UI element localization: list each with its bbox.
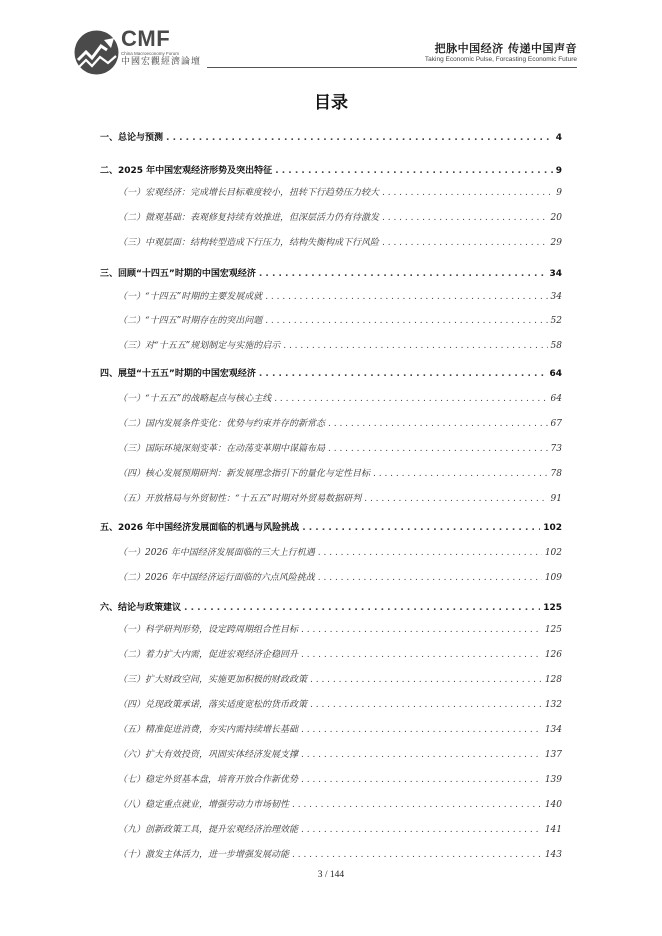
page-title: 目录 <box>314 93 348 113</box>
dot-leader <box>382 188 553 198</box>
toc-entry-title: 六、结论与政策建议 <box>100 603 182 613</box>
toc-entry-title: （二）2026 年中国经济运行面临的六点风险挑战 <box>118 573 315 583</box>
dot-leader <box>310 675 542 685</box>
toc-entry-page: 67 <box>550 419 562 429</box>
toc-entry-page: 52 <box>550 316 562 326</box>
dot-leader <box>301 750 542 760</box>
toc-entry-title: （四）核心发展预期研判：新发展理念指引下的量化与定性目标 <box>118 469 371 479</box>
toc-entry-page: 137 <box>544 750 562 760</box>
toc-entry-title: 四、展望“十五五”时期的中国宏观经济 <box>100 369 256 379</box>
toc-entry-page: 102 <box>543 523 562 533</box>
toc-entry-page: 102 <box>544 548 562 558</box>
toc-entry[interactable] <box>100 266 562 282</box>
dot-leader <box>301 650 542 660</box>
toc-entry-page: 128 <box>544 675 562 685</box>
toc-entry-page: 34 <box>550 292 562 302</box>
toc-entry-page: 34 <box>549 269 562 279</box>
toc-entry[interactable] <box>118 622 562 638</box>
toc-entry-title: （十）激发主体活力，进一步增强发展动能 <box>118 850 290 860</box>
toc-entry-title: （二）“十四五”时期存在的突出问题 <box>118 316 263 326</box>
dot-leader <box>382 238 548 248</box>
toc-entry-title: （七）稳定外贸基本盘，培育开放合作新优势 <box>118 775 299 785</box>
toc-entry[interactable] <box>118 722 562 738</box>
dot-leader <box>301 825 542 835</box>
toc-entry-title: （一）“十四五”时期的主要发展成就 <box>118 292 263 302</box>
logo-chinese-name: 中國宏觀經濟論壇 <box>121 57 202 67</box>
toc-entry-page: 78 <box>550 469 562 479</box>
dot-leader <box>275 166 553 176</box>
dot-leader <box>184 603 540 613</box>
toc-entry[interactable] <box>118 847 562 863</box>
dot-leader <box>274 394 547 404</box>
dot-leader <box>259 269 547 279</box>
toc-entry[interactable] <box>118 235 562 251</box>
toc-entry[interactable] <box>118 747 562 763</box>
dot-leader <box>301 725 542 735</box>
toc-entry-title: （二）国内发展条件变化：优势与约束并存的新常态 <box>118 419 326 429</box>
dot-leader <box>301 625 542 635</box>
toc-entry-page: 64 <box>550 394 562 404</box>
toc-entry-page: 29 <box>550 238 562 248</box>
toc-entry[interactable] <box>118 391 562 407</box>
toc-entry-page: 109 <box>544 573 562 583</box>
toc-entry-page: 73 <box>550 444 562 454</box>
toc-entry[interactable] <box>118 289 562 305</box>
toc-entry-title: （一）2026 年中国经济发展面临的三大上行机遇 <box>118 548 315 558</box>
toc-entry[interactable] <box>118 466 562 482</box>
toc-entry[interactable] <box>118 491 562 507</box>
toc-entry[interactable] <box>118 416 562 432</box>
toc-entry-page: 125 <box>543 603 562 613</box>
toc-entry-page: 139 <box>544 775 562 785</box>
toc-entry[interactable] <box>118 772 562 788</box>
toc-entry-page: 132 <box>544 700 562 710</box>
toc-entry-page: 58 <box>550 341 562 351</box>
toc-entry-page: 126 <box>544 650 562 660</box>
toc-entry[interactable] <box>118 313 562 329</box>
toc-entry-title: （九）创新政策工具，提升宏观经济治理效能 <box>118 825 299 835</box>
toc-entry-page: 4 <box>555 133 562 143</box>
slogan-english: Taking Economic Pulse, Forcasting Economic Future <box>424 56 577 63</box>
dot-leader <box>265 316 547 326</box>
toc-entry[interactable] <box>118 441 562 457</box>
toc-entry[interactable] <box>100 163 562 179</box>
toc-entry-title: （五）精准促进消费，夯实内需持续增长基础 <box>118 725 299 735</box>
toc-entry[interactable] <box>118 185 562 201</box>
page-header <box>0 0 662 80</box>
slogan-chinese: 把脉中国经济 传递中国声音 <box>434 42 577 55</box>
dot-leader <box>292 850 542 860</box>
toc-entry-title: （四）兑现政策承诺，落实适度宽松的货币政策 <box>118 700 308 710</box>
toc-entry[interactable] <box>118 338 562 354</box>
toc-entry[interactable] <box>118 672 562 688</box>
logo-abbr: CMF <box>121 26 171 51</box>
toc-entry-title: （一）宏观经济：完成增长目标难度较小，扭转下行趋势压力较大 <box>118 188 380 198</box>
toc-entry[interactable] <box>100 520 562 536</box>
toc-entry-page: 125 <box>544 625 562 635</box>
toc-entry-title: （八）稳定重点就业，增强劳动力市场韧性 <box>118 800 290 810</box>
toc-entry[interactable] <box>118 822 562 838</box>
toc-entry-title: （一）科学研判形势，设定跨周期组合性目标 <box>118 625 299 635</box>
toc-entry[interactable] <box>118 210 562 226</box>
cmf-logo-icon <box>74 30 119 75</box>
dot-leader <box>292 800 542 810</box>
dot-leader <box>364 494 547 504</box>
dot-leader <box>328 444 548 454</box>
dot-leader <box>259 369 547 379</box>
toc-entry-page: 91 <box>550 494 562 504</box>
toc-entry-title: 三、回顾“十四五”时期的中国宏观经济 <box>100 269 256 279</box>
toc-entry-title: 一、总论与预测 <box>100 133 164 143</box>
toc-entry-title: 二、2025 年中国宏观经济形势及突出特征 <box>100 166 273 176</box>
dot-leader <box>310 700 542 710</box>
toc-entry-title: （五）开放格局与外贸韧性：“十五五”时期对外贸易数据研判 <box>118 494 362 504</box>
dot-leader <box>301 775 542 785</box>
dot-leader <box>283 341 547 351</box>
toc-entry-title: （三）扩大财政空间，实施更加积极的财政政策 <box>118 675 308 685</box>
dot-leader <box>265 292 547 302</box>
page-number: 3 / 144 <box>317 870 345 880</box>
toc-entry[interactable] <box>118 647 562 663</box>
toc-entry-title: （一）“十五五”的战略起点与核心主线 <box>118 394 272 404</box>
toc-entry-title: 五、2026 年中国经济发展面临的机遇与风险挑战 <box>100 523 300 533</box>
header-divider <box>207 67 577 68</box>
toc-entry[interactable] <box>118 797 562 813</box>
toc-entry-page: 20 <box>550 213 562 223</box>
logo-text <box>121 28 201 68</box>
toc-entry-title: （三）中观层面：结构转型造成下行压力，结构失衡构成下行风险 <box>118 238 380 248</box>
toc-entry[interactable] <box>100 600 562 616</box>
dot-leader <box>382 213 548 223</box>
toc-entry[interactable] <box>100 130 562 146</box>
dot-leader <box>302 523 540 533</box>
dot-leader <box>318 573 542 583</box>
toc-entry-page: 64 <box>549 369 562 379</box>
toc-entry-page: 141 <box>544 825 562 835</box>
toc-entry[interactable] <box>100 366 562 382</box>
toc-entry-title: （二）着力扩大内需，促进宏观经济企稳回升 <box>118 650 299 660</box>
toc-entry-title: （三）对“十五五”规划制定与实施的启示 <box>118 341 281 351</box>
dot-leader <box>166 133 553 143</box>
dot-leader <box>328 419 548 429</box>
logo-english-name: China Macroeconomy Forum <box>121 51 180 56</box>
toc-entry-page: 140 <box>544 800 562 810</box>
toc-entry[interactable] <box>118 697 562 713</box>
toc-entry-title: （二）微观基础：表观修复持续有效推进，但深层活力仍有待激发 <box>118 213 380 223</box>
toc-entry-page: 9 <box>555 166 562 176</box>
toc-entry-title: （六）扩大有效投资，巩固实体经济发展支撑 <box>118 750 299 760</box>
dot-leader <box>373 469 548 479</box>
toc-entry-page: 143 <box>544 850 562 860</box>
toc-entry[interactable] <box>118 545 562 561</box>
toc-entry[interactable] <box>118 570 562 586</box>
toc-entry-page: 134 <box>544 725 562 735</box>
toc-entry-title: （三）国际环境深刻变革：在动荡变革期中谋篇布局 <box>118 444 326 454</box>
toc-entry-page: 9 <box>556 188 562 198</box>
dot-leader <box>318 548 542 558</box>
